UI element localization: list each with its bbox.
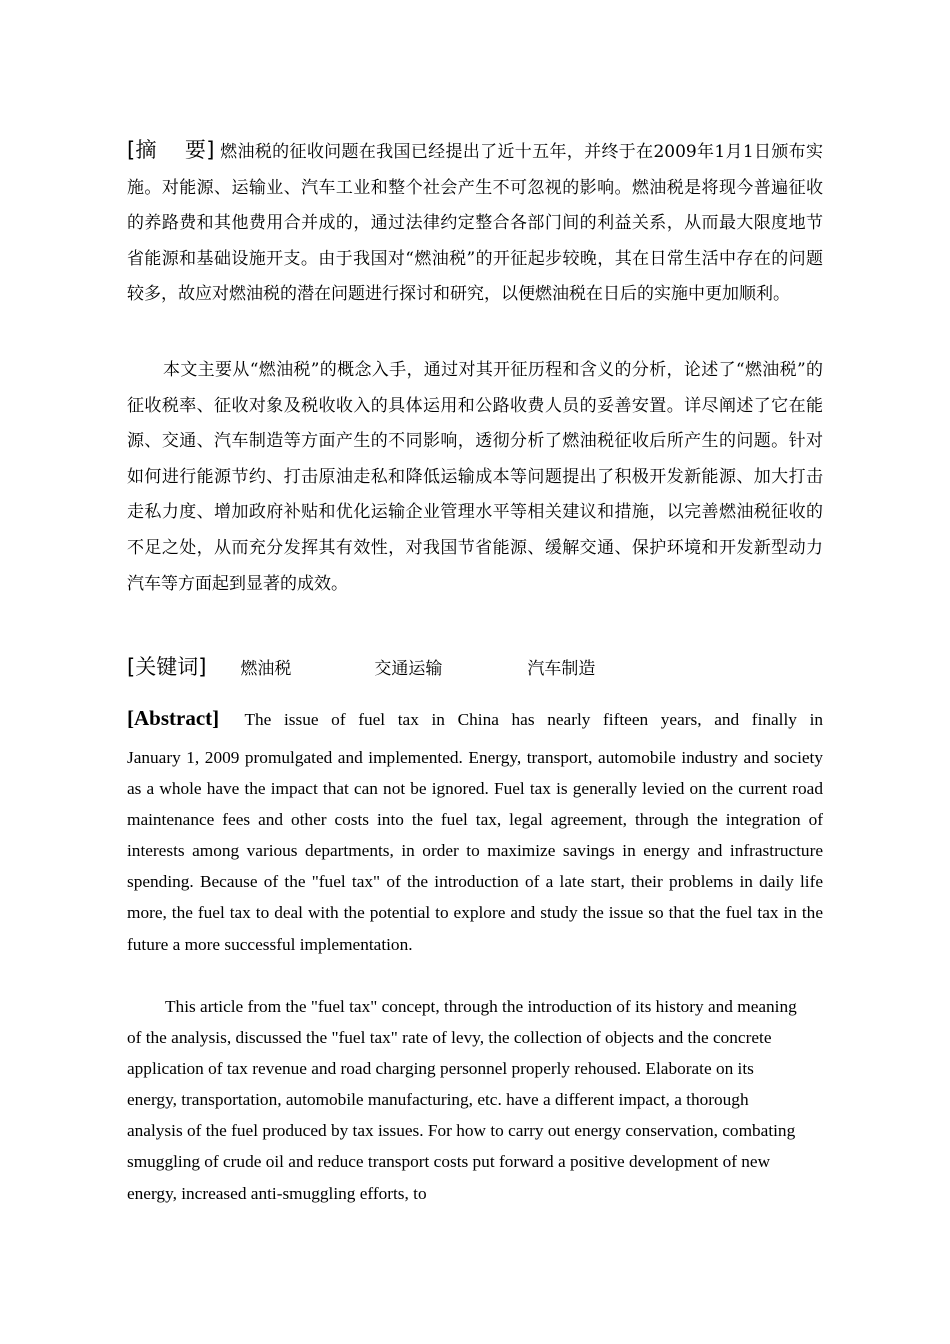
keyword-item: 汽车制造 [527, 659, 596, 679]
keyword-item: 交通运输 [374, 659, 443, 679]
abstract-en-paragraph-1 [127, 700, 823, 960]
abstract-en-paragraph-2: This article from the "fuel tax" concept, through the introduction of its history and meaning of the analysis, discussed the "fuel tax" rate of levy, the collection of objects and the concrete application of tax revenue and road charging personnel properly rehoused. Elaborate on its energy, transportation, automobile manufacturing, etc. have a different impact, a thorough analysis of the fuel produced by tax issues. For how to carry out energy conservation, combating smuggling of crude oil and reduce transport costs put forward a positive development of new energy, increased anti-smuggling efforts, to [127, 997, 797, 1203]
abstract-cn-text-1: 燃油税的征收问题在我国已经提出了近十五年，并终于在2009年1月1日颁布实施。对能源、运输业、汽车工业和整个社会产生不可忽视的影响。燃油税是将现今普遍征收的养路费和其他费用合并成的，通过法律约定整合各部门间的利益关系，从而最大限度地节省能源和基础设施开支。由于我国对“燃油税”的开征起步较晚，其在日常生活中存在的问题较多，故应对燃油税的潜在问题进行探讨和研究，以便燃油税在日后的实施中更加顺利。 [127, 142, 824, 305]
abstract-en-first-line [127, 700, 823, 738]
keywords-line [127, 649, 595, 685]
abstract-cn-paragraph-1 [127, 133, 823, 313]
abstract-en-heading: [Abstract] [127, 706, 220, 730]
abstract-en-text-1: January 1, 2009 promulgated and implemented. Energy, transport, automobile industry and society as a whole have the impact that can not be ignored. Fuel tax is generally levied on the current road maintenance fees and other costs into the fuel tax, legal agreement, through the integration of interests among various departments, in order to maximize savings in energy and infrastructure spending. Because of the "fuel tax" of the introduction of a late start, their problems in daily life more, the fuel tax to deal with the potential to explore and study the issue so that the fuel tax in the future a more successful implementation. [127, 748, 823, 954]
keyword-item: 燃油税 [240, 659, 292, 679]
keywords-heading: [关键词] [127, 655, 207, 679]
abstract-cn-heading: [摘 要] [127, 138, 215, 162]
abstract-cn-paragraph-2: 本文主要从“燃油税”的概念入手，通过对其开征历程和含义的分析，论述了“燃油税”的征收税率、征收对象及税收收入的具体运用和公路收费人员的妥善安置。详尽阐述了它在能源、交通、汽车制造等方面产生的不同影响，透彻分析了燃油税征收后所产生的问题。针对如何进行能源节约、打击原油走私和降低运输成本等问题提出了积极开发新能源、加大打击走私力度、增加政府补贴和优化运输企业管理水平等相关建议和措施，以完善燃油税征收的不足之处，从而充分发挥其有效性，对我国节省能源、缓解交通、保护环境和开发新型动力汽车等方面起到显著的成效。 [127, 360, 823, 594]
abstract-en-text-line1: The issue of fuel tax in China has nearly fifteen years, and finally in [244, 710, 824, 729]
